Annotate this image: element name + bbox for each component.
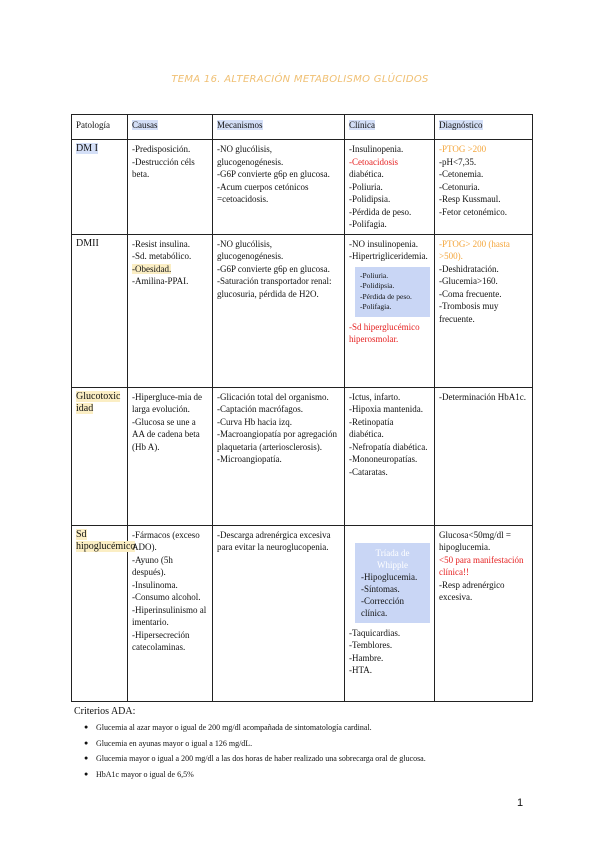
mecanismos-cell: -Descarga adrenérgica excesiva para evitar la neuroglucopenia. bbox=[213, 525, 345, 701]
clinica-cell: -NO insulinopenia. -Hipertrigliceridemia. -Poliuria. -Polidipsia. -Pérdida de peso. -Polifagia. -Sd hiperglucémico hiperosmolar. bbox=[345, 234, 435, 387]
criteria-list bbox=[74, 720, 554, 782]
clinica-cell: -Insulinopenia. -Cetoacidosis diabética. -Poliuria. -Polidipsia. -Pérdida de peso. -Polifagia. bbox=[345, 140, 435, 235]
header-diagnostico: Diagnóstico bbox=[435, 115, 533, 140]
causas-cell: -Fármacos (exceso ADO). -Ayuno (5h después). -Insulinoma. -Consumo alcohol. -Hiperinsulinismo alimentario. -Hipersecreción catecolaminas. bbox=[128, 525, 213, 701]
bullet-icon: ● bbox=[84, 754, 89, 762]
page-title: TEMA 16. ALTERACIÓN METABOLISMO GLÚCIDOS bbox=[171, 74, 429, 85]
table-row bbox=[72, 525, 533, 701]
diagnostico-cell: -PTOG >200 -pH<7,35. -Cetonemia. -Cetonuria. -Resp Kussmaul. -Fetor cetonémico. bbox=[435, 140, 533, 235]
diagnostico-cell: -Determinación HbA1c. bbox=[435, 387, 533, 525]
whipple-triad-box: Tríada de Whipple -Hipoglucemia. -Síntomas. -Corrección clínica. bbox=[355, 543, 430, 623]
pathology-cell: DMII bbox=[72, 234, 128, 387]
bullet-icon: ● bbox=[84, 738, 89, 747]
mecanismos-cell: -NO glucólisis, glucogenogénesis. -G6P convierte g6p en glucosa. -Acum cuerpos cetónicos =cetoacidosis. bbox=[213, 140, 345, 235]
list-item: ● Glucemia al azar mayor o igual de 200 mg/dl acompañada de sintomatología cardinal. bbox=[74, 720, 554, 736]
bullet-icon: ● bbox=[84, 769, 89, 778]
clinica-cell: -Ictus, infarto. -Hipoxia mantenida. -Retinopatía diabética. -Nefropatía diabética. -Mononeuropatías. -Cataratas. bbox=[345, 387, 435, 525]
diagnostico-cell: -PTOG> 200 (hasta >500). -Deshidratación. -Glucemia>160. -Coma frecuente. -Trombosis muy frecuente. bbox=[435, 234, 533, 387]
bullet-icon: ● bbox=[84, 723, 89, 731]
symptoms-box: -Poliuria. -Polidipsia. -Pérdida de peso. -Polifagia. bbox=[355, 267, 430, 317]
causas-cell: -Hipergluce-mia de larga evolución. -Glucosa se une a AA de cadena beta (Hb A). bbox=[128, 387, 213, 525]
table-row bbox=[72, 387, 533, 525]
criteria-title: Criterios ADA: bbox=[74, 706, 136, 717]
list-item: ● Glucemia en ayunas mayor o igual a 126 mg/dL. bbox=[74, 736, 554, 752]
mecanismos-cell: -NO glucólisis, glucogenogénesis. -G6P convierte g6p en glucosa. -Saturación transportador renal: glucosuria, pérdida de H2O. bbox=[213, 234, 345, 387]
list-item: ● HbA1c mayor o igual de 6,5% bbox=[74, 767, 554, 783]
header-patologia: Patología bbox=[72, 115, 128, 140]
pathology-cell: DM I bbox=[72, 140, 128, 235]
header-causas: Causas bbox=[128, 115, 213, 140]
pathology-cell: Sd hipoglucémico bbox=[72, 525, 128, 701]
table-header-row bbox=[72, 115, 533, 140]
causas-cell: -Resist insulina. -Sd. metabólico. -Obesidad. -Amilina-PPAI. bbox=[128, 234, 213, 387]
pathology-cell: Glucotoxicidad bbox=[72, 387, 128, 525]
mecanismos-cell: -Glicación total del organismo. -Captación macrófagos. -Curva Hb hacia izq. -Macroangiopatía por agregación plaquetaria (arteriosclerosis). -Microangiopatía. bbox=[213, 387, 345, 525]
table-row bbox=[72, 140, 533, 235]
list-item: ● Glucemia mayor o igual a 200 mg/dl a las dos horas de haber realizado una sobrecarga oral de glucosa. bbox=[74, 751, 554, 767]
table-row bbox=[72, 234, 533, 387]
clinica-cell: Tríada de Whipple -Hipoglucemia. -Síntomas. -Corrección clínica. -Taquicardias. -Temblores. -Hambre. -HTA. bbox=[345, 525, 435, 701]
page-number: 1 bbox=[517, 797, 524, 809]
header-mecanismos: Mecanismos bbox=[213, 115, 345, 140]
pathology-table bbox=[71, 114, 533, 702]
header-clinica: Clínica bbox=[345, 115, 435, 140]
causas-cell: -Predisposición. -Destrucción céls beta. bbox=[128, 140, 213, 235]
diagnostico-cell: Glucosa<50mg/dl = hipoglucemia. <50 para manifestación clínica!! -Resp adrenérgico excesiva. bbox=[435, 525, 533, 701]
